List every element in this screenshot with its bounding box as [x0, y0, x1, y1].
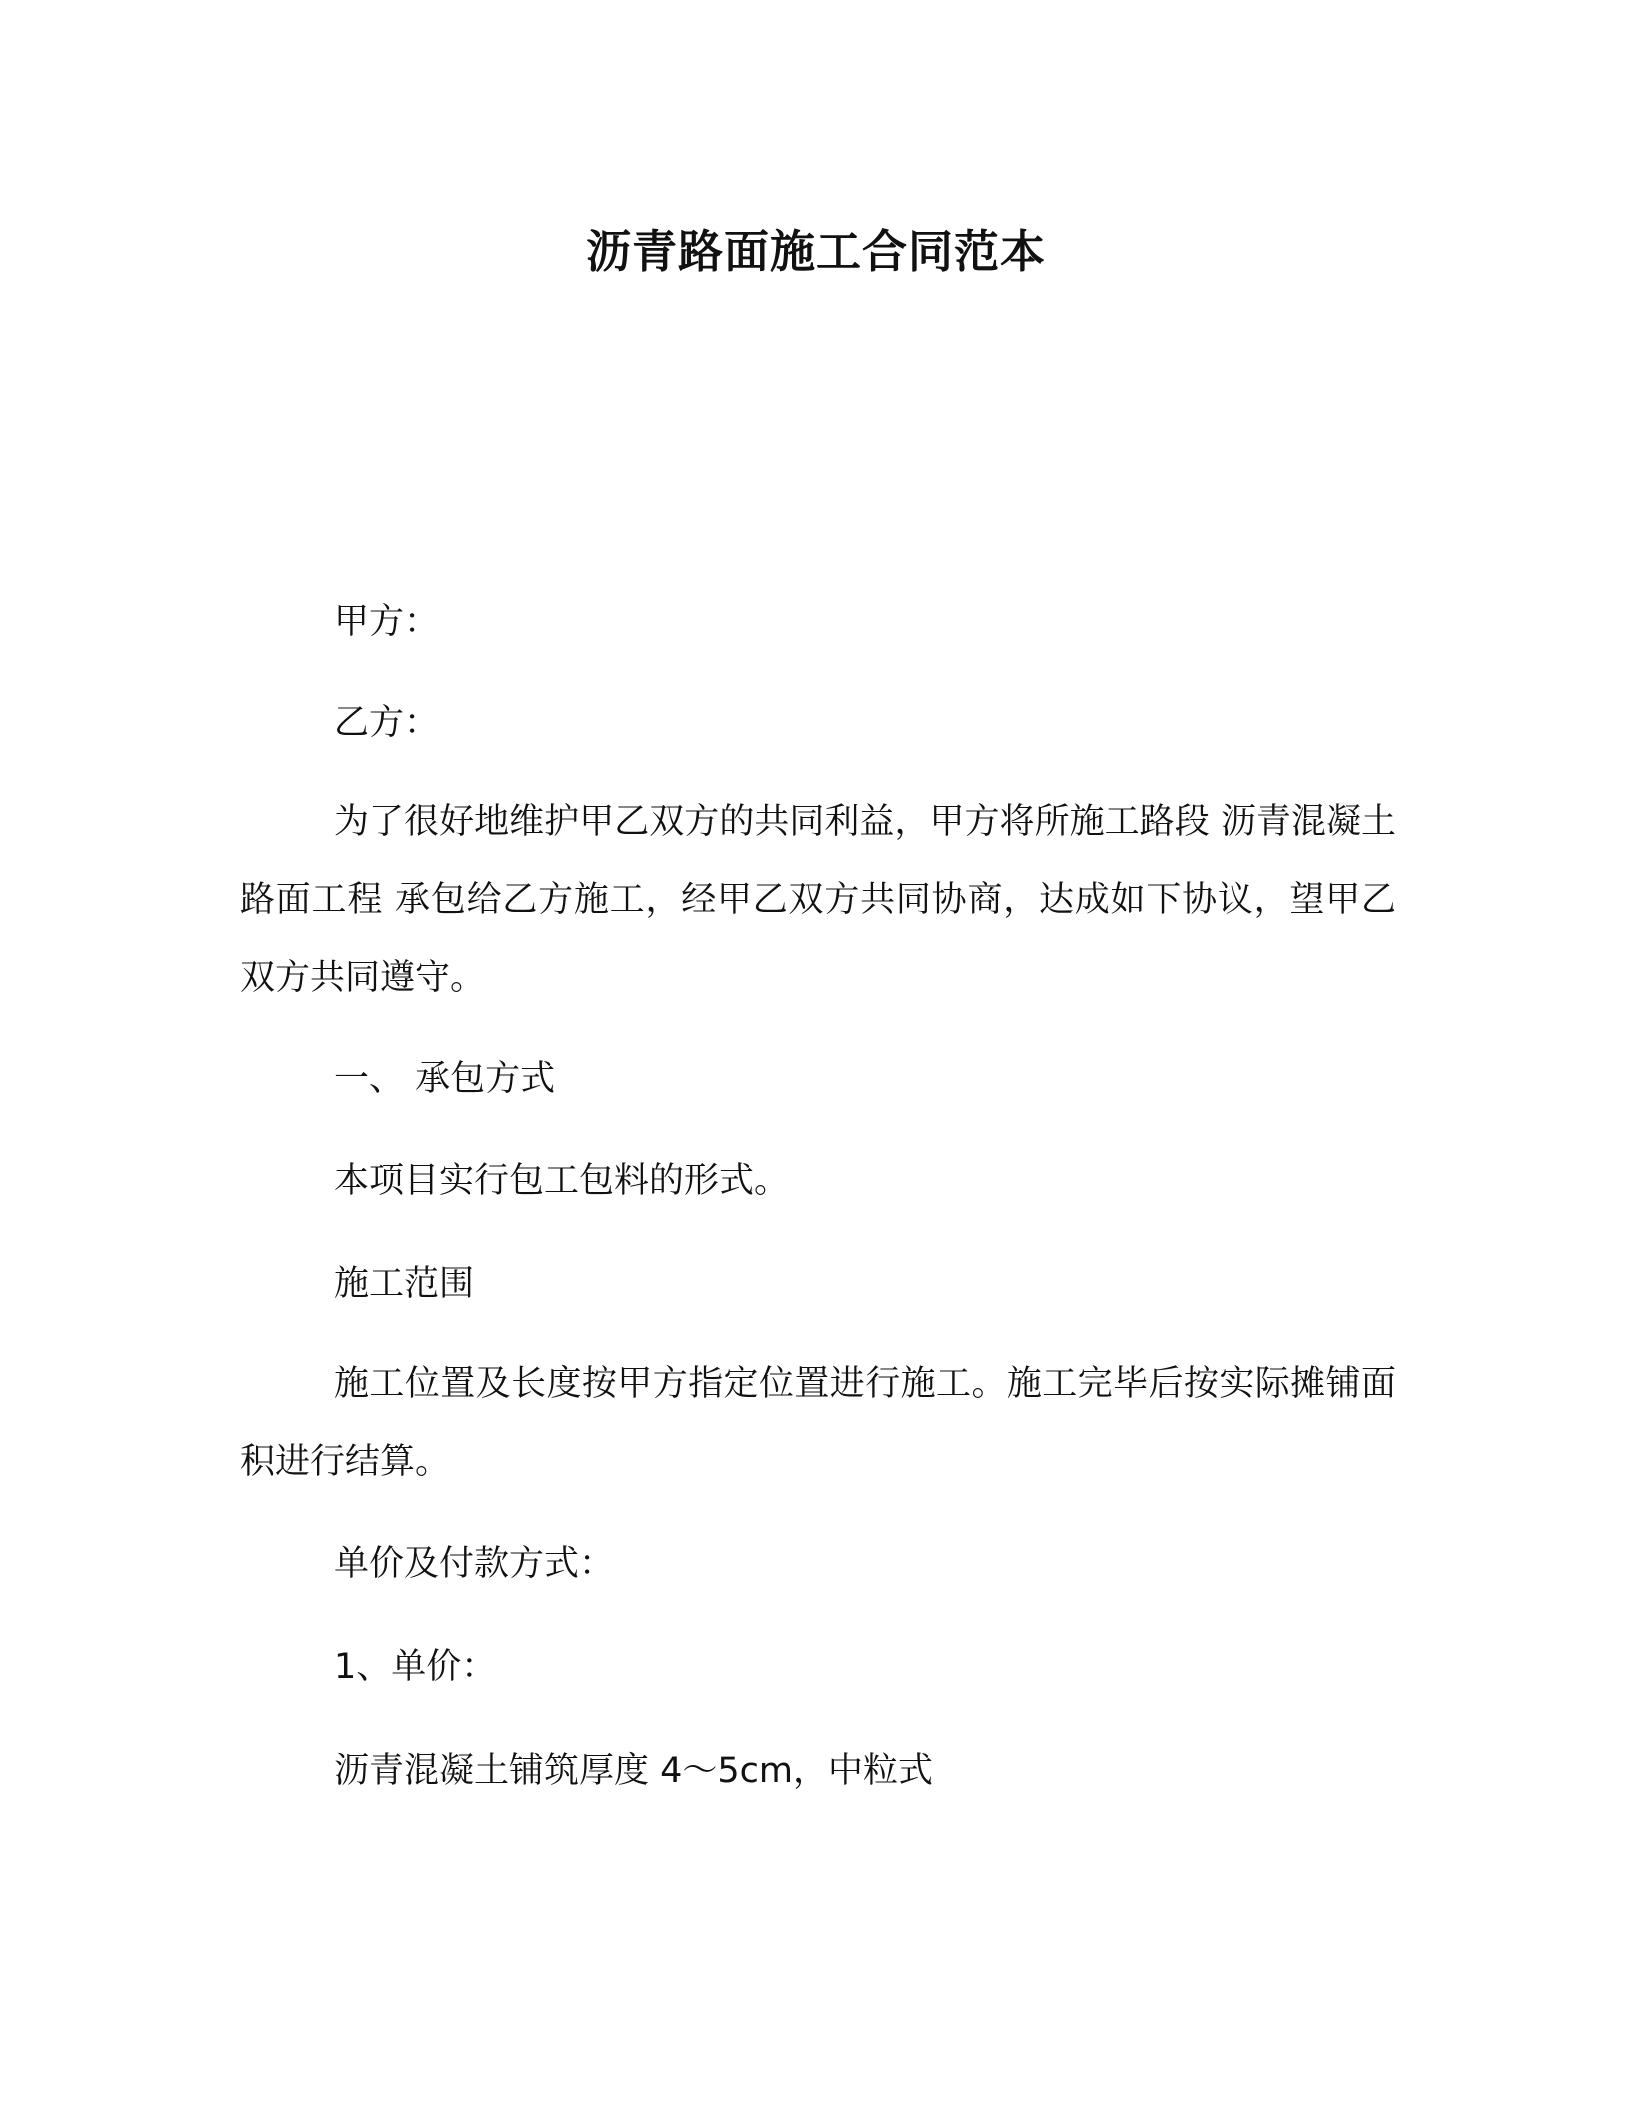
- asphalt-spec-text: 沥青混凝土铺筑厚度 4～5cm，中粒式: [334, 1751, 934, 1791]
- party-a-line: 甲方：: [334, 602, 440, 642]
- document-title: 沥青路面施工合同范本: [585, 225, 1046, 278]
- construction-scope-heading: 施工范围: [334, 1264, 475, 1304]
- price-payment-heading: 单价及付款方式：: [334, 1544, 615, 1584]
- intro-paragraph: 为了很好地维护甲乙双方的共同利益，甲方将所施工路段 沥青混凝土路面工程 承包给乙方施工，经甲乙双方共同协商，达成如下协议，望甲乙双方共同遵守。: [240, 802, 1396, 998]
- construction-scope-text: 施工位置及长度按甲方指定位置进行施工。施工完毕后按实际摊铺面积进行结算。: [240, 1364, 1396, 1482]
- unit-price-heading: 1、单价：: [334, 1647, 497, 1687]
- party-b-line: 乙方：: [334, 703, 440, 743]
- contract-method-text: 本项目实行包工包料的形式。: [334, 1161, 790, 1201]
- section-contract-method-heading: 一、 承包方式: [334, 1059, 556, 1099]
